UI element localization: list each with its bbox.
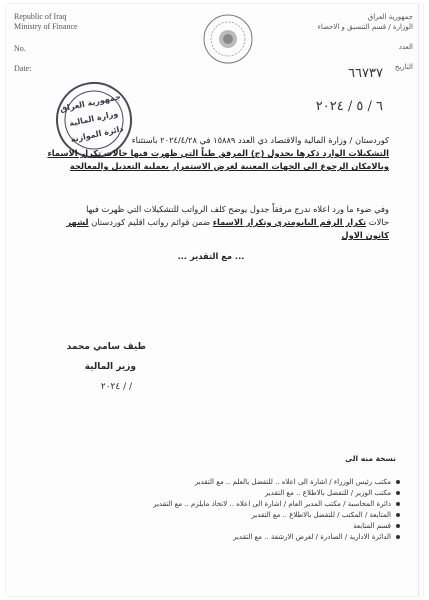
cc-list: [20, 477, 400, 543]
cc-item: الدائرة الادارية / الصادرة / لغرض الارشفة .. مع التقدير: [20, 532, 400, 543]
para2-line2: [34, 216, 389, 229]
signature-name: طيف سامي محمد: [66, 342, 146, 352]
bullet-icon: [396, 491, 400, 495]
header-right: [293, 12, 413, 72]
header-date-label-ar: التاريخ: [394, 63, 413, 71]
signature-block: [46, 340, 146, 394]
bullet-icon: [396, 535, 400, 539]
para2-line3: كانون الاول: [341, 230, 389, 240]
cc-block: [20, 454, 400, 543]
para1-line1: كوردستان / وزارة المالية والاقتصاد ذي العدد ١٥٨٨٩ في ٢٠٢٤/٤/٢٨ باستثناء: [131, 135, 389, 145]
header-country-ar: جمهورية العراق: [367, 13, 413, 21]
cc-title: نسخة منه الى: [345, 454, 396, 463]
bullet-icon: [396, 513, 400, 517]
document-page: [6, 4, 423, 596]
bullet-icon: [396, 524, 400, 528]
stamp-line-1: جمهورية العراق: [59, 92, 122, 114]
header-date-label-en: Date:: [14, 64, 32, 73]
para1-line2: التشكيلات الوارد ذكرها بجدول (ج) المرفق طياً التي ظهرت فيها حالات تكرار الاسماء: [47, 148, 389, 158]
header-no-label-ar: العدد: [398, 43, 413, 51]
ministry-emblem: [201, 12, 255, 66]
header-country-en: Republic of Iraq: [14, 12, 67, 21]
stamp-line-2: وزارة المالية: [68, 108, 119, 129]
signature-title: وزير المالية: [84, 362, 136, 372]
paragraph-2: [34, 203, 389, 242]
para2-line1: وفي ضوء ما ورد اعلاه ندرج مرفقاً جدول يوضح كلف الرواتب للتشكيلات التي ظهرت فيها: [86, 204, 389, 214]
cc-item: دائرة المحاسبة / مكتب المدير العام / اشارة الى اعلاه .. لاتخاذ مايلزم .. مع التقدير: [20, 499, 400, 510]
scan-edge-line: [418, 4, 419, 596]
ref-number: ٦٦٧٣٧: [348, 66, 383, 81]
ref-date: ٦ / ٥ / ٢٠٢٤: [315, 99, 383, 114]
header-ministry-en: Ministry of Finance: [14, 22, 78, 31]
cc-item: مكتب الوزير / للتفضل بالاطلاع .. مع التقدير: [20, 488, 400, 499]
bullet-icon: [396, 480, 400, 484]
signature-date: / / ٢٠٢٤: [100, 382, 132, 392]
header-left: [14, 12, 134, 74]
para1-line3: وبالامكان الرجوع الى الجهات المعنية لغرض الاستمرار بعملية التعديل والمعالجة: [69, 161, 389, 171]
cc-item: مكتب رئيس الوزراء / اشارة الى اعلاه .. للتفضل بالعلم .. مع التقدير: [20, 477, 400, 488]
cc-item: قسم المتابعة: [20, 521, 400, 532]
regards-line: ... مع التقدير ...: [177, 251, 245, 261]
para2-line2-c: ضمن قوائم رواتب اقليم كوردستان: [91, 217, 211, 227]
paragraph-1: [34, 134, 389, 173]
header-no-label-en: No.: [14, 44, 26, 53]
stamp-line-3: دائرة الموازنة: [69, 124, 125, 145]
para2-line2-a: حالات: [368, 217, 389, 227]
header-dept-ar: الوزارة / قسم التنسيق و الاحصاء: [317, 23, 413, 31]
para2-line2-b: تكرار الرقم البايومتري وتكرار الاسماء: [212, 217, 367, 227]
para2-line2-d: لشهر: [66, 217, 89, 227]
bullet-icon: [396, 502, 400, 506]
cc-item: المتابعة / المكتب / للتفضل بالاطلاع .. مع التقدير: [20, 510, 400, 521]
